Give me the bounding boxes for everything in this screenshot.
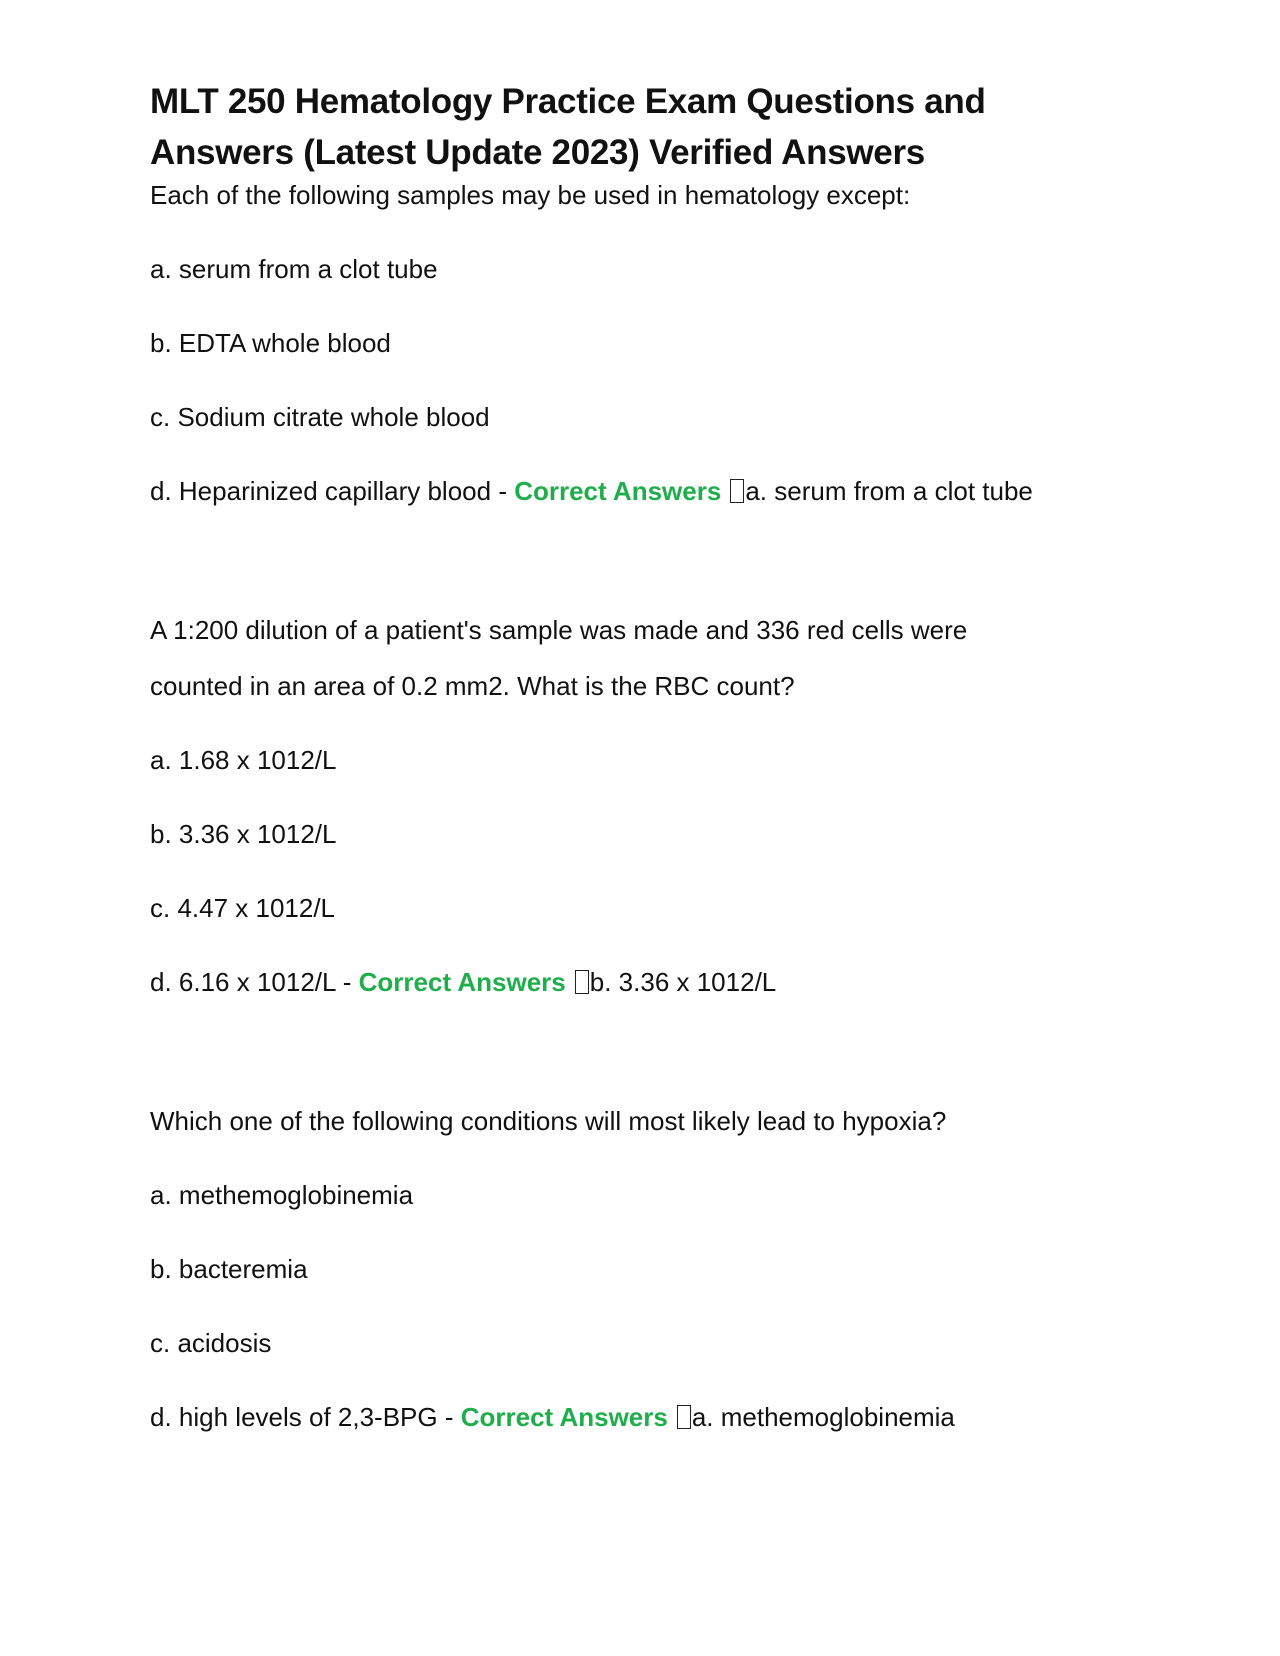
answer-separator: - [335,967,359,997]
title-line-1: MLT 250 Hematology Practice Exam Questions and [150,82,986,121]
missing-glyph-box-icon [575,970,589,994]
missing-glyph-box-icon [730,479,744,503]
question-3-option-a: a. methemoglobinemia [150,1180,414,1210]
question-2-stem-line-2: counted in an area of 0.2 mm2. What is the RBC count? [150,671,795,701]
question-1-answer: a. serum from a clot tube [745,476,1033,506]
answer-separator: - [437,1402,461,1432]
question-3-stem: Which one of the following conditions will most likely lead to hypoxia? [150,1106,947,1136]
question-1 [150,178,1150,508]
question-1-option-d: d. Heparinized capillary blood [150,476,492,506]
question-2-option-b: b. 3.36 x 1012/L [150,819,337,849]
question-2-option-d-with-answer [150,965,1150,999]
correct-answers-label: Correct Answers [358,967,566,997]
question-2-stem-line-1: A 1:200 dilution of a patient's sample was made and 336 red cells were [150,615,968,645]
question-2-option-a: a. 1.68 x 1012/L [150,745,337,775]
question-3-answer: a. methemoglobinemia [691,1402,955,1432]
question-3-option-c: c. acidosis [150,1328,272,1358]
missing-glyph-box-icon [677,1405,691,1429]
correct-answers-label: Correct Answers [514,476,722,506]
question-1-option-d-with-answer [150,474,1150,508]
question-3-option-d-with-answer [150,1400,1150,1434]
question-2 [150,613,1150,999]
question-2-option-d: d. 6.16 x 1012/L [150,967,336,997]
question-3-option-d: d. high levels of 2,3-BPG [150,1402,438,1432]
question-1-option-a: a. serum from a clot tube [150,254,438,284]
question-1-stem: Each of the following samples may be used in hematology except: [150,180,911,210]
question-3-option-b: b. bacteremia [150,1254,308,1284]
title-line-2: Answers (Latest Update 2023) Verified Answers [150,133,925,172]
question-1-option-c: c. Sodium citrate whole blood [150,402,490,432]
question-3 [150,1104,1150,1434]
question-2-option-c: c. 4.47 x 1012/L [150,893,336,923]
document-page [150,76,1150,1434]
document-title [150,76,1150,178]
correct-answers-label: Correct Answers [460,1402,668,1432]
answer-separator: - [491,476,515,506]
question-2-answer: b. 3.36 x 1012/L [589,967,777,997]
question-1-option-b: b. EDTA whole blood [150,328,391,358]
